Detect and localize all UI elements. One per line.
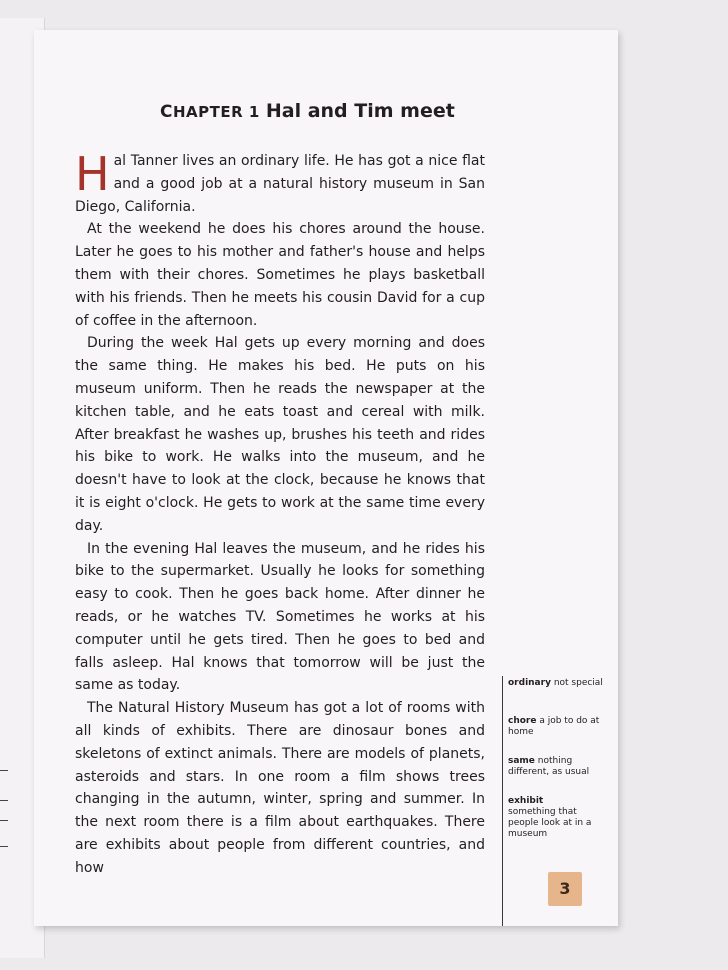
glossary-word: chore (508, 716, 537, 726)
paragraph-2: At the weekend he does his chores around the house. Later he goes to his mother and father's house and helps them with their chores. Sometimes he plays basketball with his friends. Then he meets his cousin David for a cup of coffee in the afternoon. (75, 221, 485, 329)
glossary-entry (508, 716, 608, 738)
paragraph-1 (75, 147, 485, 218)
glossary-definition: something that people look at in a museum (508, 807, 592, 839)
glossary-entry (508, 678, 608, 689)
chapter-heading (160, 100, 460, 122)
glossary-entry (508, 756, 608, 778)
chapter-label (160, 103, 260, 121)
glossary-word: same (508, 756, 535, 766)
glossary-definition: a job to do at home (508, 716, 600, 737)
drop-cap: H (75, 147, 110, 201)
page-edge-mark (0, 800, 8, 801)
glossary-entry (508, 796, 608, 840)
chapter-label-rest: HAPTER 1 (172, 103, 260, 121)
story-text (75, 147, 485, 880)
page-edge-mark (0, 820, 8, 821)
paragraph-4: In the evening Hal leaves the museum, and he rides his bike to the supermarket. Usually he looks for something easy to cook. Then he goes back home. After dinner he reads, or he watches TV. Sometimes he works at his computer until he gets tired. Then he goes to bed and falls asleep. Hal knows that tomorrow will be just the same as today. (75, 540, 485, 694)
page-number: 3 (548, 872, 582, 906)
page-edge-mark (0, 770, 8, 771)
glossary-definition: not special (553, 678, 603, 688)
paragraph-5: The Natural History Museum has got a lot of rooms with all kinds of exhibits. There are dinosaur bones and skeletons of extinct animals. There are models of planets, asteroids and stars. In one room a film shows trees changing in the autumn, winter, spring and summer. In the next room there is a film about earthquakes. There are exhibits about people from different countries, and how (75, 700, 485, 876)
paragraph-1-text: al Tanner lives an ordinary life. He has got a nice flat and a good job at a natural history museum in San Diego, California. (75, 153, 485, 215)
chapter-title: Hal and Tim meet (265, 100, 455, 122)
glossary-word: ordinary (508, 678, 551, 688)
glossary-word: exhibit (508, 796, 544, 806)
paragraph-3: During the week Hal gets up every morning and does the same thing. He makes his bed. He puts on his museum uniform. Then he reads the newspaper at the kitchen table, and he eats toast and cereal with milk. After breakfast he washes up, brushes his teeth and rides his bike to work. He walks into the museum, and he doesn't have to look at the clock, because he knows that it is eight o'clock. He gets to work at the same time every day. (75, 335, 485, 534)
page-edge-mark (0, 846, 8, 847)
chapter-label-initial: C (160, 102, 173, 122)
glossary-definition: nothing different, as usual (508, 756, 590, 777)
glossary-divider (502, 676, 503, 926)
